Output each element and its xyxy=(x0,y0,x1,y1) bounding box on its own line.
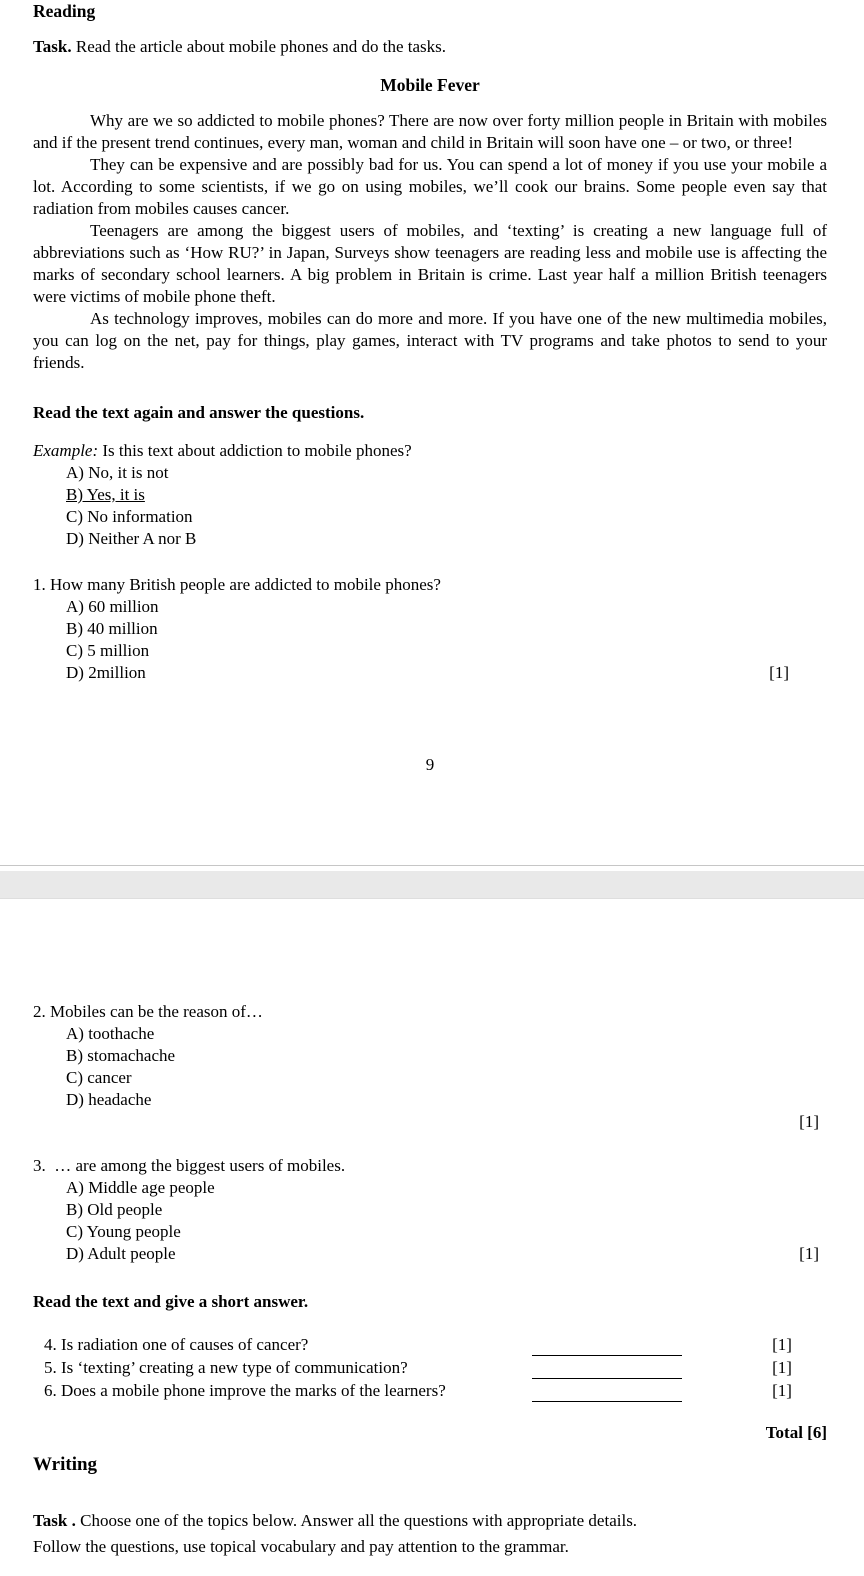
task-text: Read the article about mobile phones and do the tasks. xyxy=(71,37,446,56)
question-3-option-d: D) Adult people xyxy=(66,1244,176,1263)
short-answer-row-6 xyxy=(44,1379,827,1402)
questions-intro: Read the text again and answer the questions. xyxy=(33,403,365,422)
example-label: Example: xyxy=(33,441,99,460)
question-4-answer-blank xyxy=(532,1338,682,1356)
short-answer-row-4 xyxy=(44,1333,827,1356)
question-1-option-a: A) 60 million xyxy=(66,597,159,616)
question-1 xyxy=(33,574,827,684)
question-3-text: 3. … are among the biggest users of mobiles. xyxy=(33,1156,346,1175)
question-3-option-b: B) Old people xyxy=(66,1200,163,1219)
short-answer-intro: Read the text and give a short answer. xyxy=(33,1292,309,1311)
article-paragraph-3: Teenagers are among the biggest users of mobiles, and ‘texting’ is creating a new language full of abbreviations such as ‘How RU?’ in Japan, Surveys show teenagers are reading less and mobile use is affecting the marks of secondary school learners. A big problem in Britain is crime. Last year half a million British teenagers were victims of mobile phone theft. xyxy=(33,221,827,306)
example-option-d: D) Neither A nor B xyxy=(66,529,197,548)
question-3-option-c: C) Young people xyxy=(66,1222,181,1241)
page-2 xyxy=(0,899,864,1556)
article-title: Mobile Fever xyxy=(380,75,480,95)
question-2 xyxy=(33,1001,827,1133)
question-2-text: 2. Mobiles can be the reason of… xyxy=(33,1002,263,1021)
question-6-answer-blank xyxy=(532,1384,682,1402)
task-label: Task. xyxy=(33,37,72,56)
question-5-mark: [1] xyxy=(772,1358,792,1377)
reading-task-line xyxy=(33,36,827,58)
question-3-mark: [1] xyxy=(799,1244,819,1263)
question-5-text: 5. Is ‘texting’ creating a new type of communication? xyxy=(44,1358,408,1377)
question-6-text: 6. Does a mobile phone improve the marks of the learners? xyxy=(44,1381,446,1400)
page-divider-band xyxy=(0,871,864,899)
question-3 xyxy=(33,1155,827,1265)
question-5-answer-blank xyxy=(532,1361,682,1379)
question-2-option-d: D) headache xyxy=(66,1090,152,1109)
question-3-option-a: A) Middle age people xyxy=(66,1178,215,1197)
article-paragraph-4: As technology improves, mobiles can do more and more. If you have one of the new multimedia mobiles, you can log on the net, pay for things, play games, interact with TV programs and take photos to send to your friends. xyxy=(33,309,827,372)
writing-heading: Writing xyxy=(33,1454,98,1475)
example-option-a: A) No, it is not xyxy=(66,463,169,482)
example-question xyxy=(33,440,827,462)
question-1-option-b: B) 40 million xyxy=(66,619,158,638)
page-number: 9 xyxy=(425,755,435,774)
total-marks: Total [6] xyxy=(765,1423,827,1442)
example-answer-underlined: B) Yes, it is xyxy=(66,485,145,504)
question-1-option-d: D) 2million xyxy=(66,663,146,682)
question-4-text: 4. Is radiation one of causes of cancer? xyxy=(44,1335,309,1354)
question-1-option-c: C) 5 million xyxy=(66,641,150,660)
question-1-option-d-row xyxy=(33,662,827,684)
question-2-option-a: A) toothache xyxy=(66,1024,155,1043)
article-paragraph-1: Why are we so addicted to mobile phones? There are now over forty million people in Britain with mobiles and if the present trend continues, every man, woman and child in Britain will soon have one – or two, or three! xyxy=(33,111,827,152)
example-option-b xyxy=(66,484,827,506)
question-2-option-c: C) cancer xyxy=(66,1068,132,1087)
question-4-mark: [1] xyxy=(772,1335,792,1354)
writing-task-label: Task . xyxy=(33,1511,76,1530)
writing-task-text: Choose one of the topics below. Answer all the questions with appropriate details. xyxy=(75,1511,638,1530)
reading-heading: Reading xyxy=(33,1,96,21)
question-2-option-b: B) stomachache xyxy=(66,1046,176,1065)
question-1-text: 1. How many British people are addicted to mobile phones? xyxy=(33,575,441,594)
question-1-mark: [1] xyxy=(769,663,789,682)
example-question-text: Is this text about addiction to mobile phones? xyxy=(98,441,412,460)
article-paragraph-2: They can be expensive and are possibly bad for us. You can spend a lot of money if you use your mobile a lot. According to some scientists, if we go on using mobiles, we’ll cook our brains. Some people even say that radiation from mobiles causes cancer. xyxy=(33,155,827,218)
question-2-mark: [1] xyxy=(799,1112,819,1131)
short-answer-row-5 xyxy=(44,1356,827,1379)
writing-task-line xyxy=(33,1508,827,1534)
writing-task-line-2: Follow the questions, use topical vocabulary and pay attention to the grammar. xyxy=(33,1537,569,1556)
short-answer-list xyxy=(33,1333,827,1402)
question-3-option-d-row xyxy=(33,1243,827,1265)
question-6-mark: [1] xyxy=(772,1381,792,1400)
example-option-c: C) No information xyxy=(66,507,193,526)
